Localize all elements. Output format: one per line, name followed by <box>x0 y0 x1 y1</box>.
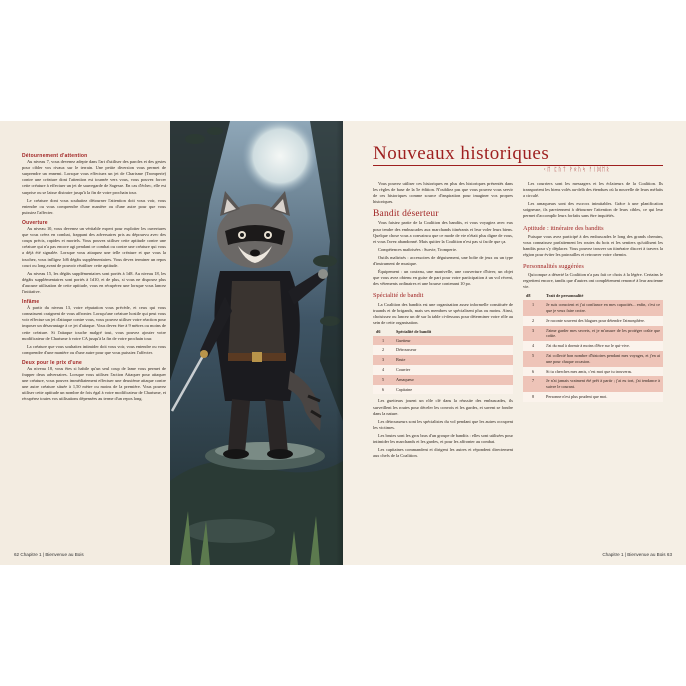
cell-value: Arnaqueur <box>393 375 513 385</box>
paragraph: Les courriers sont les messagers et les éclaireurs de la Coalition. Ils transportent les biens volés au-delà des étendues où la nouvelle de leurs méfaits a circulé. <box>523 181 663 199</box>
paragraph: Puisque vous avez participé à des embuscades le long des grands chemins, vous connaissez parfaitement les routes du bois et les sentiers qu'utilisent les bandits pour s'y déplacer. Vous pouvez trouver un itinéraire discret à travers la région pour éviter les patrouilles et retrouver votre chemin. <box>523 233 663 257</box>
table-row <box>523 376 663 392</box>
cell-value: J'ai collecté bon nombre d'histoires pendant mes voyages, et j'en ai une pour chaque occasion. <box>543 351 663 367</box>
paragraph: À partir du niveau 13, votre réputation vous précède, et ceux qui vous connaissent craignent de vous affronter. Lorsqu'une créature hostile qui peut vous voir effectue un jet d'attaque contre vous, vous pouvez utiliser votre réaction pour imposer un désavantage à ce jet d'attaque. Vous devez être à 9 mètres ou moins de cette créature. Si l'attaque touche malgré tout, vous pouvez ajouter votre modificateur de Charisme à votre CA jusqu'à la fin de votre prochain tour. <box>22 305 167 341</box>
table-row <box>373 345 513 355</box>
cell-value: Capitaine <box>393 385 513 395</box>
cell-value: Personne n'est plus prudent que moi. <box>543 392 663 402</box>
paragraph: Les capitaines commandent et dirigent les autres et répondent directement aux chefs de la Coalition. <box>373 447 513 459</box>
paragraph: Quiconque a déserté la Coalition n'a pas fait ce choix à la légère. Certains le regrettent encore, tandis que d'autres ont complètement renoncé à leur ancienne vie. <box>523 272 663 290</box>
illustration-svg <box>170 121 343 565</box>
raccoon-bandit-illustration <box>170 121 343 565</box>
cell-value: J'ai du mal à dormir à moins d'être sur le qui-vive. <box>543 341 663 351</box>
equipment: Équipement : un couteau, une manivelle, une couverture d'hiver, un objet que vous avez obtenu en guise de part pour votre participation à un vol récent, des vêtements ordinaires et une bourse contenant 10 po. <box>373 269 513 287</box>
section-heading: Infâme <box>22 299 40 306</box>
section-heading: Ouverture <box>22 219 48 226</box>
table-row <box>373 385 513 395</box>
table-header: d8 <box>526 293 531 299</box>
table-row <box>373 365 513 375</box>
cell-die: 4 <box>373 365 393 375</box>
cell-die: 8 <box>523 392 543 402</box>
paragraph: La Coalition des bandits est une organisation assez informelle constituée de truands et de brigands, mais ses membres se spécialisent plus ou moins. Ainsi, choisissez ou lancez un dé sur la table ci-dessous pour déterminer votre rôle au sein de cette organisation. <box>373 301 513 325</box>
tools: Outils maîtrisés : accessoires de déguisement, une boîte de jeux ou un type d'instrument de musique. <box>373 254 513 267</box>
subsection-heading: Aptitude : itinéraire des bandits <box>523 224 604 232</box>
table-header: Trait de personnalité <box>546 293 584 299</box>
cell-die: 6 <box>373 385 393 395</box>
left-column <box>22 149 166 405</box>
cell-value: Brute <box>393 355 513 365</box>
table-row <box>523 316 663 326</box>
cell-value: Je n'ai jamais vraiment été prêt à partir ; j'ai eu tort, j'ai tendance à suivre le courant. <box>543 376 663 392</box>
personality-table <box>523 292 663 401</box>
cell-die: 7 <box>523 376 543 392</box>
title-rule <box>373 165 663 166</box>
table-row <box>523 351 663 367</box>
left-footer: 62 Chapitre 1 | Bienvenue au Bois <box>14 552 84 557</box>
cell-die: 5 <box>523 351 543 367</box>
right-page <box>343 121 686 565</box>
specialty-table <box>373 328 513 395</box>
cell-value: Détrousseur <box>393 345 513 355</box>
paragraph: Les guetteurs jouent un rôle clé dans la réussite des embuscades, ils surveillent les routes pour déceler les convois et les gardes, et savent se fondre dans la nature. <box>373 398 513 416</box>
paragraph: Les arnaqueurs sont des escrocs inimitables. Grâce à une planification soigneuse, ils parviennent à détourner l'attention de leurs cibles, ce qui leur permet d'accomplir leurs forfaits sans être inquiétés. <box>523 201 663 219</box>
cell-die: 2 <box>373 345 393 355</box>
section-heading: Bandit déserteur <box>373 209 439 220</box>
left-page <box>0 121 343 565</box>
table-row <box>373 336 513 346</box>
cell-die: 3 <box>523 326 543 342</box>
cell-die: 3 <box>373 355 393 365</box>
paragraph: La créature que vous souhaitez intimider doit vous voir, vous entendre ou vous comprendre d'une manière ou d'une autre pour que vous puissiez l'affecter. <box>22 343 166 355</box>
table-row <box>523 367 663 377</box>
section-heading: Détournement d'attention <box>22 153 88 159</box>
subsection-heading: Personnalités suggérées <box>523 263 584 271</box>
paragraph: Au niveau 7, vous devenez adepte dans l'art d'utiliser des paroles et des gestes pour cibler vos rivaux sur le terrain. Une petite diversion vous permet de surprendre un ennemi. Lorsque vous effectuez un jet de Charisme (Tromperie) contre une créature dont l'attention est tournée vers vous, vous pouvez forcer cette créature à effectuer un jet de sauvegarde de Sagesse. En cas d'échec, elle est surprise ou se laisse distraire jusqu'à la fin de votre prochain tour. <box>22 159 166 195</box>
cell-die: 6 <box>523 367 543 377</box>
proficiencies: Compétences maîtrisées : Survie, Tromperie. <box>378 246 458 252</box>
paragraph: Le créature dont vous souhaitez détourner l'attention doit vous voir, vous entendre ou vous comprendre d'une manière ou d'une autre pour que vous puissiez l'affecter. <box>22 197 166 215</box>
cell-value: Courrier <box>393 365 513 375</box>
table-row <box>373 355 513 365</box>
table-row <box>523 341 663 351</box>
subsection-heading: Spécialité de bandit <box>373 292 424 300</box>
cell-value: Je suis conscient et j'ai confiance en mes capacités... enfin, c'est ce que je veux faire croire. <box>543 300 663 316</box>
table-header: Spécialité de bandit <box>396 328 432 334</box>
cell-die: 4 <box>523 341 543 351</box>
book-spread <box>0 121 686 565</box>
runic-subtitle: ᚲᛖ ᛈᚢᛏ ᚹᛟᚢᛋ ᚨᛁᛞᛖᚱ <box>543 167 611 173</box>
table-row <box>523 300 663 316</box>
table-row <box>373 375 513 385</box>
section-heading: Deux pour le prix d'une <box>22 359 82 366</box>
right-column-1 <box>373 181 513 461</box>
cell-value: Je raconte souvent des blagues pour détendre l'atmosphère. <box>543 316 663 326</box>
cell-value: Si tu cherches mes amis, c'est moi que tu trouveras. <box>543 367 663 377</box>
page-title: Nouveaux historiques <box>373 143 550 164</box>
table-row <box>523 392 663 402</box>
table-header: d6 <box>376 328 381 334</box>
cell-die: 1 <box>523 300 543 316</box>
cell-die: 2 <box>523 316 543 326</box>
cell-die: 5 <box>373 375 393 385</box>
paragraph: Les détrousseurs sont les spécialistes du vol pendant que les autres occupent les victimes. <box>373 418 513 430</box>
paragraph: Au niveau 15, les dégâts supplémentaires sont portés à 1d8. Au niveau 18, les dégâts supplémentaires sont portés à 1d10, et de plus, si vous ne disposez plus d'aucune utilisation de cette aptitude, vous en récupérez une lorsque vous lancez l'initiative. <box>22 270 166 294</box>
paragraph: Vous faisiez partie de la Coalition des bandits, et vous voyagiez avec eux pour tendre des embuscades aux marchands itinérants et leur voler leurs biens. Quelque chose vous a convaincu que ce mode de vie n'était plus digne de vous, et vous l'avez abandonné. Mais quitter la Coalition n'est pas si facile que ça. <box>373 220 513 244</box>
paragraph: Au niveau 18, vous êtes si habile qu'un seul coup de lame vous permet de frapper deux adversaires. Lorsque vous utilisez l'action Attaquer pour attaquer une créature, vous pouvez immédiatement effectuer une deuxième attaque contre une autre créature située à 1,50 mètre ou moins de la première. Vous pouvez utiliser cette aptitude un nombre de fois égal à votre modificateur de Charisme, et récupérez toutes vos utilisations dépensées au terme d'un repos long. <box>22 366 166 402</box>
cell-value: J'aime garder mes secrets, et je m'assure de les protéger coûte que coûte. <box>543 326 663 342</box>
paragraph: Les brutes sont les gros bras d'un groupe de bandits : elles sont utilisées pour intimider les marchands et les gardes, et pour les affronter au combat. <box>373 432 513 445</box>
right-footer: Chapitre 1 | Bienvenue au Bois 63 <box>602 552 672 557</box>
right-column-2 <box>523 181 663 402</box>
table-row <box>523 326 663 342</box>
cell-value: Guetteur <box>393 336 513 346</box>
cell-die: 1 <box>373 336 393 346</box>
intro-paragraph: Vous pouvez utiliser ces historiques en plus des historiques présentés dans les règles de base de la 5e édition. N'oubliez pas que vous pouvez vous servir de ces historiques comme source d'inspiration pour imaginer vos propres historiques. <box>373 181 513 205</box>
paragraph: Au niveau 10, vous devenez un véritable expert pour exploiter les ouvertures que vous créez en combat, frappant des adversaires pris au dépourvu avec des coups précis, rapides et mortels. Vous pouvez utiliser cette aptitude contre une créature qui n'a pas encore agi pendant ce combat ou contre une créature qui vous a déjà été signalée. Lorsque vous attaquez une telle créature et que vous la touchez, vous infligez 1d6 dégâts supplémentaires. Vous devez terminer un repos court ou long avant de pouvoir réutiliser cette aptitude. <box>22 226 166 268</box>
